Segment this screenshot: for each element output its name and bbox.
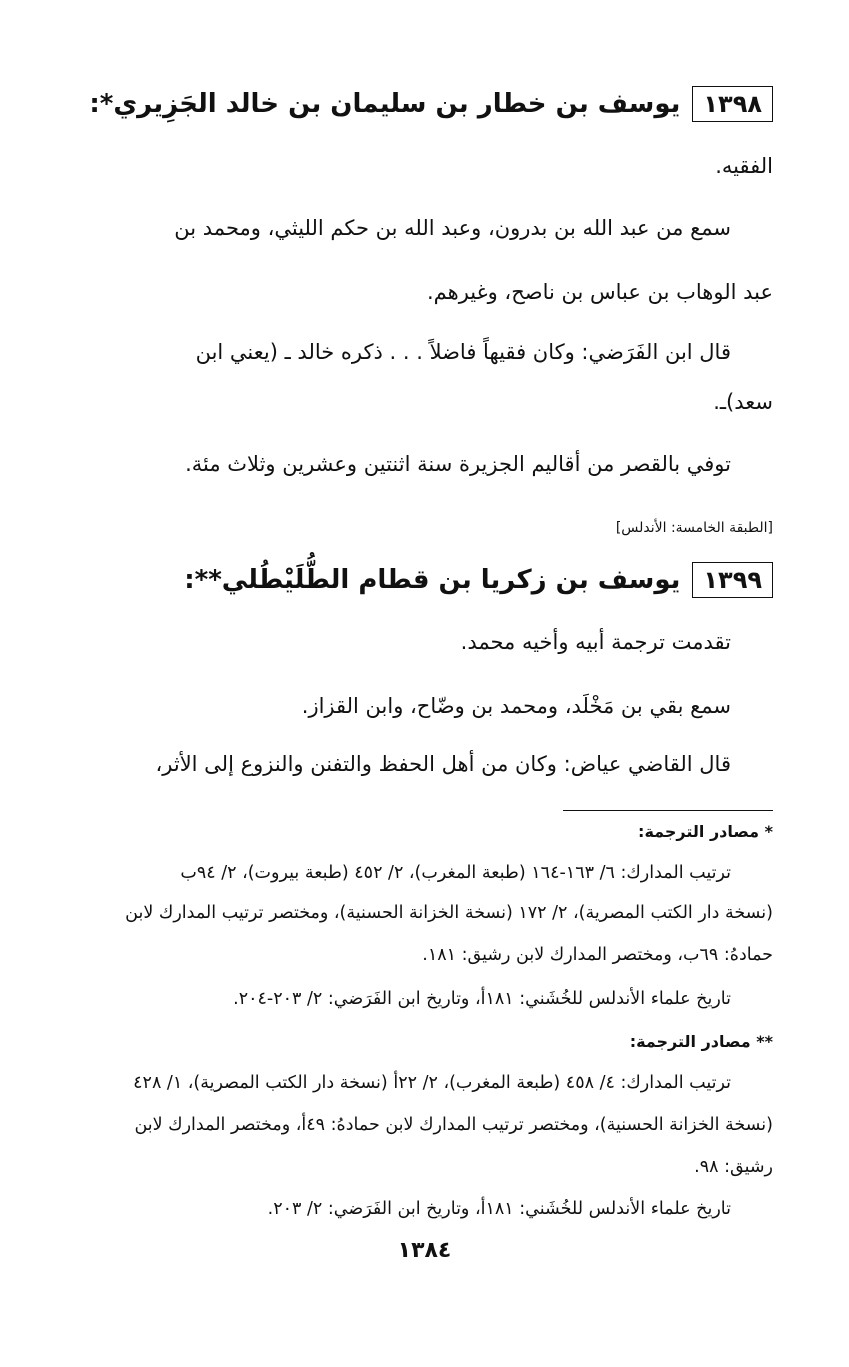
layer-note: [الطبقة الخامسة: الأندلس] (615, 520, 773, 536)
footnote-line: (نسخة دار الكتب المصرية)، ٢/ ١٧٢ (نسخة الخزانة الحسنية)، ومختصر ترتيب المدارك لابن (125, 903, 773, 923)
footnote-heading: * مصادر الترجمة: (638, 822, 773, 841)
entry-text-line: تقدمت ترجمة أبيه وأخيه محمد. (460, 630, 731, 654)
entry-text-line: سمع من عبد الله بن بدرون، وعبد الله بن حكم الليثي، ومحمد بن (174, 216, 731, 240)
entry-title: يوسف بن خطار بن سليمان بن خالد الجَزِيري*: (89, 89, 681, 119)
footnote-rule (563, 810, 773, 811)
page-number: ١٣٨٤ (397, 1238, 452, 1263)
entry-title: يوسف بن زكريا بن قطام الطُّلَيْطُلي**: (184, 565, 681, 595)
footnote-line: حمادهُ: ٦٩ب، ومختصر المدارك لابن رشيق: ١٨١. (422, 945, 773, 965)
entry-number: ١٣٩٨ (692, 86, 773, 122)
entry-text-line: الفقيه. (715, 154, 773, 178)
footnote-line: تاريخ علماء الأندلس للخُشَني: ١٨١أ، وتاريخ ابن الفَرَضي: ٢/ ٢٠٣. (267, 1199, 731, 1219)
footnote-line: ترتيب المدارك: ٤/ ٤٥٨ (طبعة المغرب)، ٢/ ٢٢أ (نسخة دار الكتب المصرية)، ١/ ٤٢٨ (133, 1073, 731, 1093)
entry-text-line: قال القاضي عياض: وكان من أهل الحفظ والتفنن والنزوع إلى الأثر، (155, 752, 731, 776)
footnote-line: تاريخ علماء الأندلس للخُشَني: ١٨١أ، وتاريخ ابن الفَرَضي: ٢/ ٢٠٣-٢٠٤. (233, 989, 731, 1009)
entry-number: ١٣٩٩ (692, 562, 773, 598)
entry-text-line: سمع بقي بن مَخْلَد، ومحمد بن وضّاح، وابن القزاز. (301, 694, 731, 718)
entry-text-line: قال ابن الفَرَضي: وكان فقيهاً فاضلاً . . . ذكره خالد ـ (يعني ابن (195, 340, 731, 364)
entry-text-line: توفي بالقصر من أقاليم الجزيرة سنة اثنتين وعشرين وثلاث مئة. (185, 452, 731, 476)
footnote-line: (نسخة الخزانة الحسنية)، ومختصر ترتيب المدارك لابن حمادهُ: ٤٩أ، ومختصر المدارك لابن (134, 1115, 773, 1135)
footnote-line: ترتيب المدارك: ٦/ ١٦٣-١٦٤ (طبعة المغرب)، ٢/ ٤٥٢ (طبعة بيروت)، ٢/ ٩٤ب (180, 863, 731, 883)
entry-heading (60, 84, 773, 124)
entry-text-line: سعد)ـ. (713, 390, 773, 414)
footnote-heading: ** مصادر الترجمة: (629, 1032, 773, 1051)
entry-text-line: عبد الوهاب بن عباس بن ناصح، وغيرهم. (426, 280, 773, 304)
footnote-line: رشيق: ٩٨. (694, 1157, 773, 1177)
entry-heading (60, 560, 773, 600)
